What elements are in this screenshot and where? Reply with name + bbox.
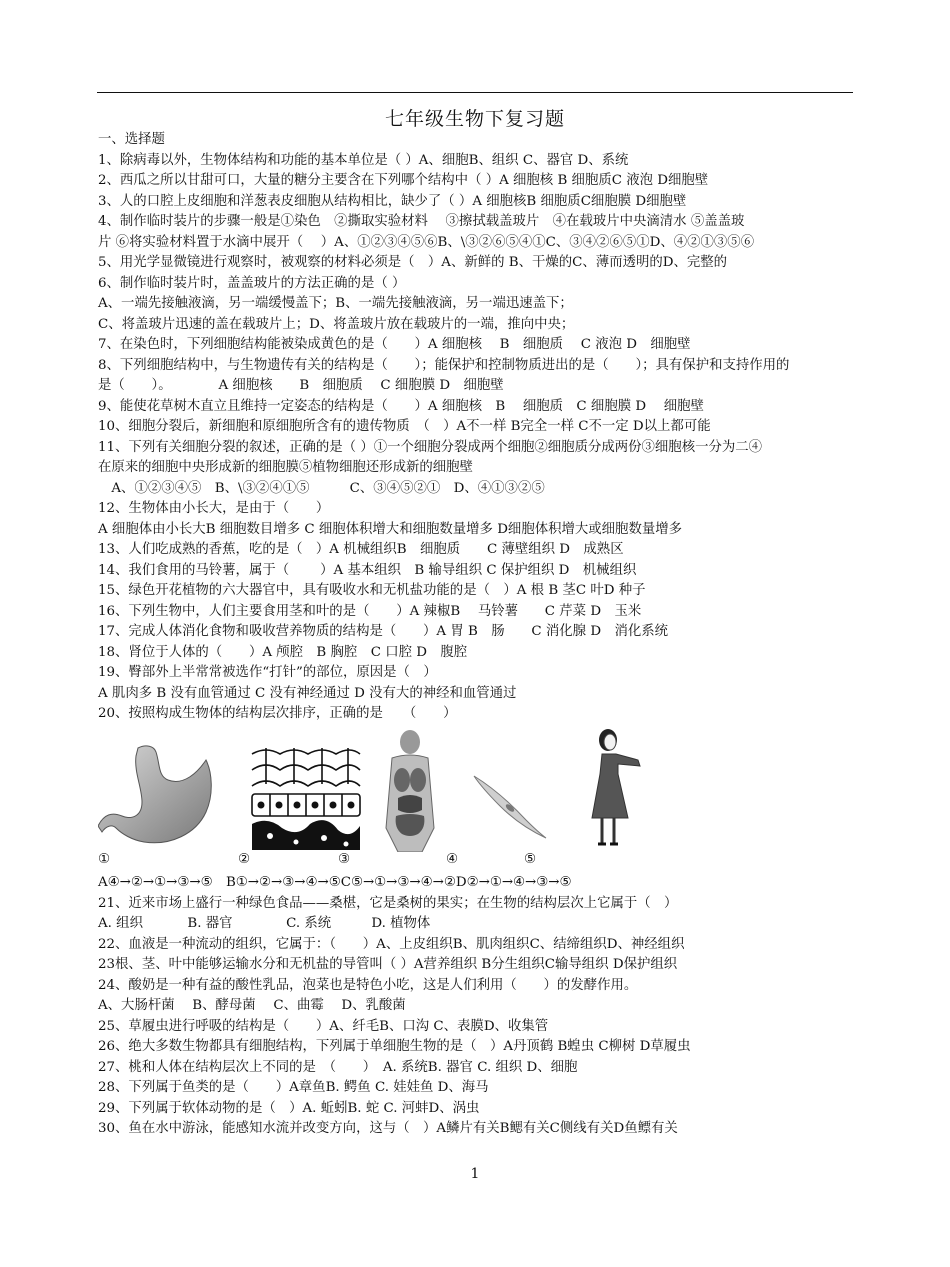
- text-line: A、一端先接触液滴，另一端缓慢盖下；B、一端先接触液滴，另一端迅速盖下；: [98, 296, 573, 311]
- stomach-image: [98, 742, 216, 852]
- text-line: 9、能使花草树木直立且维持一定姿态的结构是（ ）A 细胞核 B 细胞质 C 细胞膜 D 细胞壁: [98, 398, 704, 414]
- text-line: 17、完成人体消化食物和吸收营养物质的结构是（ ）A 胃 B 肠 C 消化腺 D 消化系统: [98, 624, 669, 639]
- text-line: 11、下列有关细胞分裂的叙述，正确的是（ ）①一个细胞分裂成两个细胞②细胞质分成两份③细胞核一分为二④: [98, 439, 763, 455]
- page-number: 1: [470, 1166, 480, 1182]
- text-line: A 肌肉多 B 没有血管通过 C 没有神经通过 D 没有大的神经和血管通过: [98, 685, 517, 701]
- text-line: 23根、茎、叶中能够运输水分和无机盐的导管叫（ ）A营养组织 B分生组织C输导组织 D保护组织: [98, 957, 678, 972]
- text-line: 28、下列属于鱼类的是（ ）A章鱼B. 鳄鱼 C. 娃娃鱼 D、海马: [98, 1080, 489, 1095]
- figure-row: [98, 724, 658, 854]
- text-line: 5、用光学显微镜进行观察时，被观察的材料必须是（ ）A、新鲜的 B、干燥的C、薄而透明的D、完整的: [98, 255, 728, 270]
- text-line: 18、肾位于人体的（ ）A 颅腔 B 胸腔 C 口腔 D 腹腔: [98, 644, 468, 660]
- text-line: 是（ ）。 A 细胞核 B 细胞质 C 细胞膜 D 细胞壁: [98, 378, 504, 393]
- text-line: A 细胞体由小长大B 细胞数目增多 C 细胞体积增大和细胞数量增多 D细胞体积增大或细胞数量增多: [98, 521, 683, 537]
- cell-tissue-image: [248, 744, 364, 852]
- page-title: 七年级生物下复习题: [384, 108, 565, 130]
- figure-label: ⑤: [524, 852, 537, 867]
- text-line: 13、人们吃成熟的香蕉，吃的是（ ）A 机械组织B 细胞质 C 薄壁组织 D 成熟区: [98, 542, 624, 557]
- text-line: 21、近来市场上盛行一种绿色食品——桑椹，它是桑树的果实；在生物的结构层次上它属于（ ）: [98, 895, 678, 911]
- figure-label: ③: [338, 852, 351, 867]
- figure-label: ①: [98, 852, 111, 867]
- text-line: 24、酸奶是一种有益的酸性乳品，泡菜也是特色小吃，这是人们利用（ ）的发酵作用。: [98, 977, 638, 993]
- figure-label: ②: [238, 852, 251, 867]
- figure-label: ④: [446, 852, 459, 867]
- human-organ-system-image: [378, 728, 442, 852]
- text-line: 30、鱼在水中游泳，能感知水流并改变方向，这与（ ）A鳞片有关B鳃有关C侧线有关D鱼鳔有关: [98, 1121, 678, 1136]
- text-line: A④→②→①→③→⑤ B①→②→③→④→⑤C⑤→①→③→④→②D②→①→④→③→⑤: [98, 875, 572, 890]
- text-line: 20、按照构成生物体的结构层次排序，正确的是 （ ）: [98, 706, 457, 721]
- text-line: 7、在染色时，下列细胞结构能被染成黄色的是（ ）A 细胞核 B 细胞质 C 液泡 D 细胞壁: [98, 337, 691, 352]
- muscle-cell-image: [470, 772, 550, 842]
- text-line: 2、西瓜之所以甘甜可口，大量的糖分主要含在下列哪个结构中（ ）A 细胞核 B 细胞质C 液泡 D细胞壁: [98, 173, 709, 188]
- text-line: A、①②③④⑤ B、\③②④①⑤ C、③④⑤②① D、④①③②⑤: [98, 480, 545, 496]
- question-block-top: [98, 130, 858, 725]
- girl-figure-image: [588, 726, 648, 850]
- text-line: 6、制作临时装片时，盖盖玻片的方法正确的是（ ）: [98, 275, 406, 291]
- text-line: 在原来的细胞中央形成新的细胞膜⑤植物细胞还形成新的细胞壁: [98, 460, 473, 475]
- text-line: 22、血液是一种流动的组织，它属于：（ ）A、上皮组织B、肌肉组织C、结缔组织D、神经组织: [98, 936, 685, 952]
- text-line: 一、选择题: [98, 132, 165, 147]
- text-line: 19、臀部外上半常常被选作“打针”的部位，原因是（ ）: [98, 665, 437, 680]
- text-line: A、大肠杆菌 B、酵母菌 C、曲霉 D、乳酸菌: [98, 998, 406, 1013]
- text-line: 14、我们食用的马铃薯，属于（ ）A 基本组织 B 输导组织 C 保护组织 D 机械组织: [98, 562, 637, 578]
- text-line: 8、下列细胞结构中，与生物遗传有关的结构是（ ）；能保护和控制物质进出的是（ ）；具有保护和支持作用的: [98, 357, 790, 373]
- text-line: 29、下列属于软体动物的是（ ）A. 蚯蚓B. 蛇 C. 河蚌D、涡虫: [98, 1100, 480, 1116]
- figure-labels: [98, 852, 658, 872]
- text-line: 25、草履虫进行呼吸的结构是（ ）A、纤毛B、口沟 C、表膜D、收集管: [98, 1018, 549, 1034]
- text-line: 10、细胞分裂后，新细胞和原细胞所含有的遗传物质 （ ）A不一样 B完全一样 C不一定 D以上都可能: [98, 419, 711, 434]
- text-line: 片 ⑥将实验材料置于水滴中展开（ ）A、①②③④⑤⑥B、\③②⑥⑤④①C、③④②⑥⑤①D、④②①③⑤⑥: [98, 234, 755, 250]
- text-line: 16、下列生物中，人们主要食用茎和叶的是（ ）A 辣椒B 马铃薯 C 芹菜 D 玉米: [98, 603, 642, 619]
- text-line: C、将盖玻片迅速的盖在载玻片上；D、将盖玻片放在载玻片的一端，推向中央；: [98, 316, 575, 332]
- header-rule: [97, 92, 853, 93]
- text-line: 26、绝大多数生物都具有细胞结构，下列属于单细胞生物的是（ ）A丹顶鹤 B蝗虫 C柳树 D草履虫: [98, 1039, 691, 1054]
- text-line: 12、生物体由小长大，是由于（ ）: [98, 501, 330, 516]
- text-line: 27、桃和人体在结构层次上不同的是 （ ） A. 系统B. 器官 C. 组织 D、细胞: [98, 1059, 578, 1075]
- text-line: 4、制作临时装片的步骤一般是①染色 ②撕取实验材料 ③擦拭载盖玻片 ④在载玻片中央滴清水 ⑤盖盖玻: [98, 214, 745, 229]
- question-block-bottom: [98, 873, 858, 1140]
- text-line: A. 组织 B. 器官 C. 系统 D. 植物体: [98, 916, 431, 931]
- text-line: 1、除病毒以外，生物体结构和功能的基本单位是（ ）A、细胞B、组织 C、器官 D、系统: [98, 152, 629, 168]
- text-line: 3、人的口腔上皮细胞和洋葱表皮细胞从结构相比，缺少了（ ）A 细胞核B 细胞质C细胞膜 D细胞壁: [98, 193, 687, 209]
- text-line: 15、绿色开花植物的六大器官中，具有吸收水和无机盐功能的是（ ）A 根 B 茎C 叶D 种子: [98, 583, 646, 598]
